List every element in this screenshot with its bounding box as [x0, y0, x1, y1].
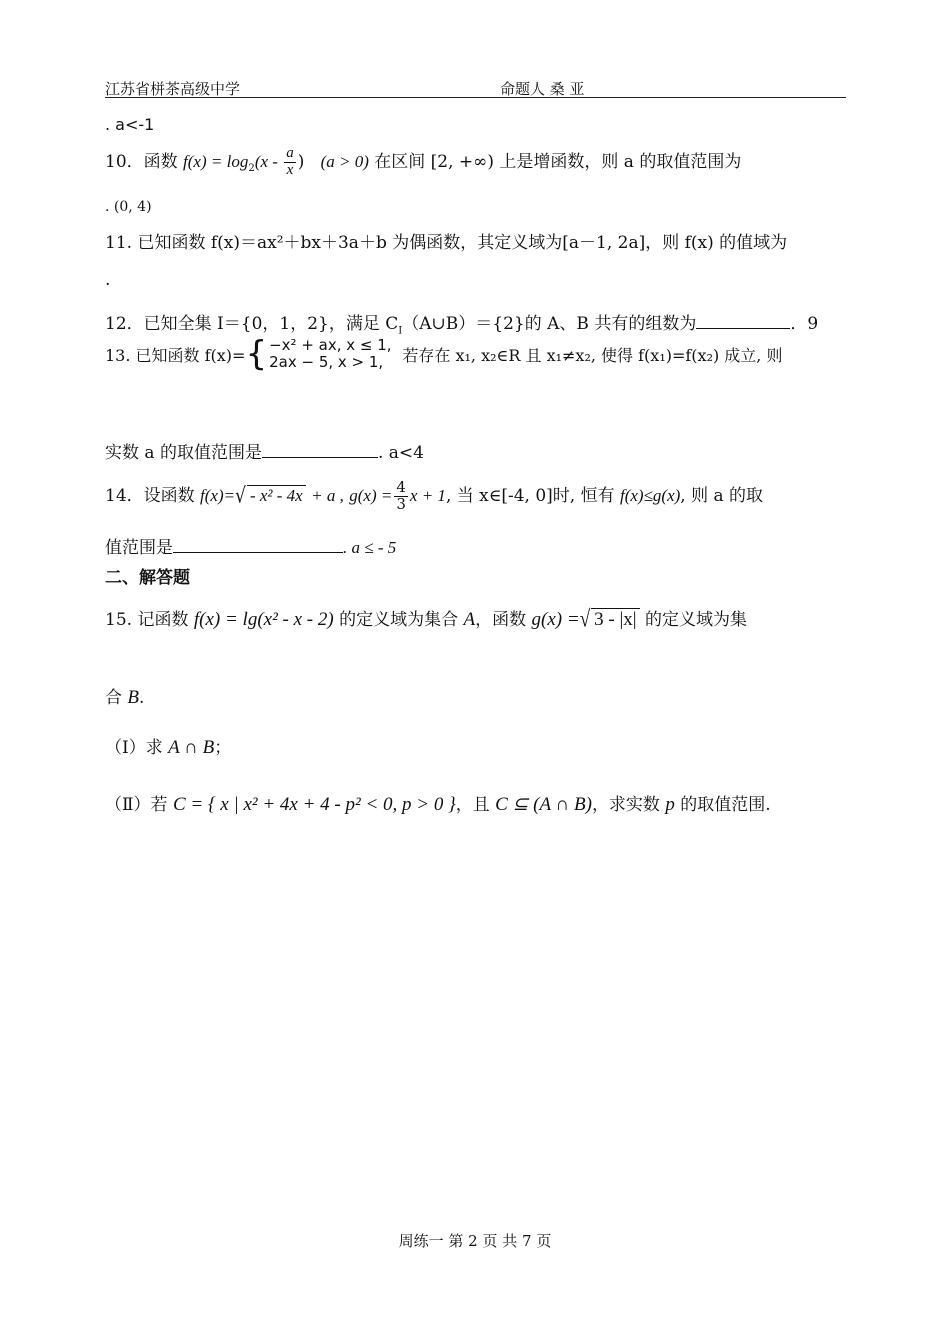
sqrt-symbol-icon: √ — [235, 483, 246, 509]
q14-line2 — [105, 533, 396, 558]
q10-suffix: 上是增函数，则 a 的取值范围为 — [499, 151, 742, 172]
q15-part2-mid: ，且 — [455, 795, 490, 815]
q14-answer-blank[interactable] — [173, 535, 343, 553]
q15-line2 — [105, 683, 144, 709]
q10-func: f(x) = log — [183, 151, 249, 171]
q10-mid: 在区间 — [374, 151, 426, 172]
q14-root: - x² - 4x — [247, 485, 306, 506]
q14-answer: . a ≤ - 5 — [343, 538, 397, 557]
q13-suffix: 若存在 x₁, x₂∈R 且 x₁≠x₂, 使得 f(x₁)=f(x₂) 成立, 则 — [402, 345, 783, 365]
q15-prefix: 15. 记函数 — [105, 610, 189, 630]
q15-mid2: ，函数 — [475, 610, 527, 630]
q13-prefix: 13. 已知函数 f(x)= — [105, 345, 246, 365]
q15-p: p — [665, 794, 675, 815]
q15-part2-end: ，求实数 — [591, 795, 660, 815]
q14-frac-den: 3 — [396, 494, 406, 513]
q15-suffix: 的定义域为集 — [644, 610, 747, 630]
q13-line2 — [105, 438, 424, 463]
q10-frac-num: a — [286, 145, 294, 161]
header-school: 江苏省栟茶高级中学 — [105, 80, 241, 98]
q14-gx: g(x) = — [349, 485, 393, 505]
q10-prefix: 10．函数 — [105, 151, 178, 172]
question-12 — [105, 309, 818, 336]
question-13 — [105, 334, 783, 375]
q13-brace: { — [245, 334, 268, 375]
q15-line2a: 合 — [105, 688, 122, 708]
q15-part2-sub: C ⊆ (A ∩ B) — [495, 794, 592, 815]
q13-answer-blank[interactable] — [262, 440, 378, 458]
q14-frac-num: 4 — [396, 478, 406, 496]
q12-text2: （A∪B）＝{2}的 A、B 共有的组数为 — [402, 314, 697, 334]
q10-base: 2 — [248, 163, 255, 175]
q15-part2-set: C = { x | x² + 4x + 4 - p² < 0, p > 0 } — [172, 794, 456, 815]
q10-frac-den: x — [284, 162, 296, 179]
q11-tail: . — [105, 270, 111, 290]
q10-close: ) — [297, 151, 305, 172]
q15-g: g(x) = — [531, 609, 580, 630]
sqrt-symbol-2-icon: √ — [579, 606, 591, 633]
q15-B: B — [127, 687, 140, 708]
question-11: 11. 已知函数 f(x)＝ax²＋bx＋3a＋b 为偶函数，其定义域为[a－1, 2a]，则 f(x) 的值域为 — [105, 233, 788, 253]
q15-part1-math: A ∩ B — [168, 737, 215, 758]
q15-part2-label: （Ⅱ）若 — [105, 795, 168, 815]
q14-cond: , 当 x∈[-4, 0]时, 恒有 — [445, 485, 615, 506]
q15-mid: 的定义域为集合 — [339, 610, 459, 630]
q14-suffix: , 则 a 的取 — [680, 485, 764, 506]
q12-text: 12．已知全集 I＝{0，1，2}，满足 C — [105, 314, 399, 334]
header-rule — [105, 97, 846, 98]
q14-fx: f(x)= — [200, 485, 236, 505]
q13-case2: 2ax − 5, x > 1, — [269, 353, 384, 372]
q15-part2-tail: 的取值范围. — [680, 795, 771, 815]
q13-line2-text: 实数 a 的取值范围是 — [105, 443, 262, 463]
q10-interval: [2, +∞) — [430, 151, 494, 172]
page-footer: 周练一 第 2 页 共 7 页 — [398, 1232, 552, 1250]
q14-fraction — [394, 480, 408, 513]
q13-case1: −x² + ax, x ≤ 1, — [269, 336, 392, 354]
q15-part1-label: （Ⅰ）求 — [105, 738, 163, 758]
q12-sub: I — [398, 325, 403, 337]
q15-A: A — [463, 609, 476, 630]
answer-10: . (0, 4) — [105, 199, 152, 215]
question-14 — [105, 480, 763, 513]
q15-line2b: . — [139, 688, 145, 708]
q13-answer: . a<4 — [377, 443, 424, 463]
q15-root: 3 - |x| — [591, 608, 639, 631]
q14-prefix: 14．设函数 — [105, 485, 195, 506]
q15-part1 — [105, 733, 231, 759]
answer-9: . a<-1 — [105, 115, 155, 134]
header-author: 命题人 桑 亚 — [500, 80, 585, 98]
q13-line — [105, 334, 783, 375]
q12-end: ．9 — [790, 314, 819, 334]
q10-fraction — [284, 146, 296, 179]
q10-cond: (a > 0) — [320, 151, 369, 171]
section-2-title: 二、解答题 — [105, 568, 190, 588]
q15-f: f(x) = lg(x² - x - 2) — [193, 609, 334, 630]
q15-part2 — [105, 790, 771, 816]
q14-plus-a: + a , — [311, 485, 344, 505]
question-10 — [105, 146, 741, 179]
q14-line2-text: 值范围是 — [105, 538, 173, 558]
question-15 — [105, 605, 747, 631]
q14-tail: x + 1 — [409, 485, 446, 505]
q10-open: (x - — [254, 151, 283, 171]
q14-ineq: f(x)≤g(x) — [619, 485, 681, 505]
q13-cases — [269, 337, 391, 372]
q15-part1-end: ； — [214, 738, 232, 758]
q12-answer-blank[interactable] — [696, 311, 790, 329]
